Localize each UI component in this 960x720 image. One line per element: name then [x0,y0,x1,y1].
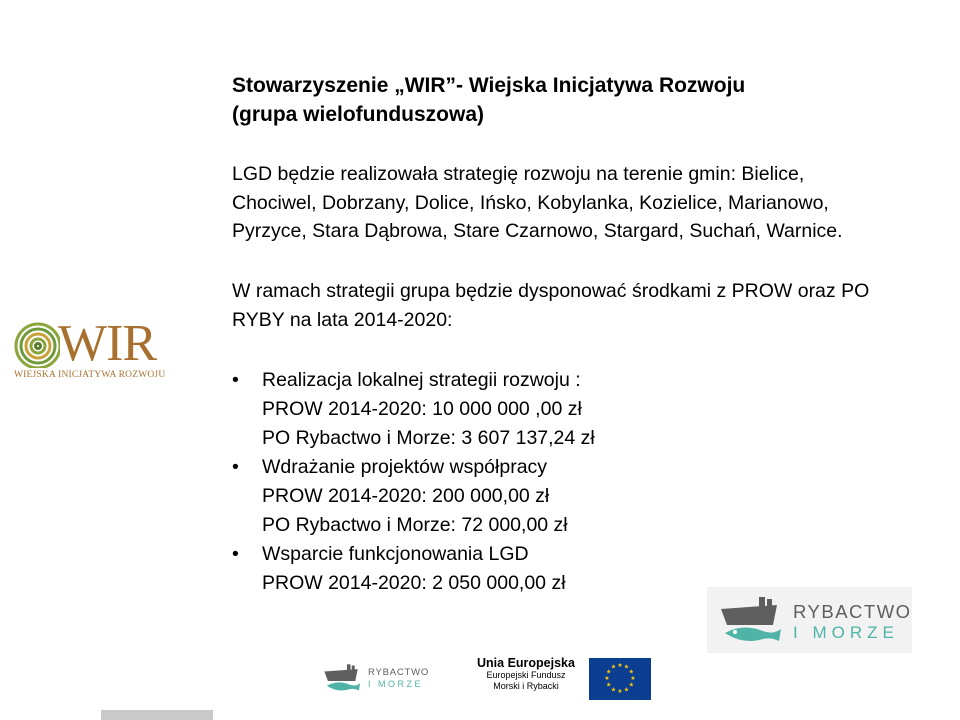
svg-text:★: ★ [630,675,636,682]
title-line-2: (grupa wielofunduszowa) [232,103,484,126]
svg-text:★: ★ [604,675,610,682]
rybactwo-small-title: RYBACTWO [368,667,430,678]
rybactwo-title: RYBACTWO [793,601,912,622]
bullet-heading: Wsparcie funkcjonowania LGD [262,543,529,565]
svg-text:★: ★ [617,662,623,669]
svg-text:★: ★ [606,681,612,689]
eu-fund-line-1: Europejski Fundusz [486,670,566,680]
intro-paragraph [232,160,942,246]
eu-flag-icon [589,658,651,700]
rybactwo-logo-small [322,660,442,696]
bullet-detail: PROW 2014-2020: 200 000,00 zł [262,485,550,507]
wir-spiral-icon [12,322,60,368]
title-line-1: Stowarzyszenie „WIR”- Wiejska Inicjatywa Rozwoju [232,74,746,97]
svg-text:★: ★ [617,688,623,695]
funding-line: W ramach strategii grupa będzie dysponować środkami z PROW oraz PO [232,280,870,302]
intro-line: LGD będzie realizowała strategię rozwoju na terenie gmin: Bielice, [232,163,805,185]
rybactwo-subtitle: I MORZE [793,623,899,642]
rybactwo-logo-large [707,587,912,653]
svg-text:★: ★ [623,663,630,671]
intro-line: Pyrzyce, Stara Dąbrowa, Stare Czarnowo, Stargard, Suchań, Warnice. [232,220,843,242]
bullet-detail: PROW 2014-2020: 10 000 000 ,00 zł [262,398,582,420]
footer-grey-bar [101,710,213,720]
funding-paragraph [232,277,942,334]
svg-text:★: ★ [610,686,617,694]
bullet-dot: • [232,543,239,565]
bullet-item [232,453,932,540]
slide-title [232,71,932,129]
fish-boat-icon [322,662,366,694]
svg-text:★: ★ [606,668,612,676]
bullet-heading: Realizacja lokalnej strategii rozwoju : [262,369,581,391]
bullet-detail: PROW 2014-2020: 2 050 000,00 zł [262,572,566,594]
svg-text:★: ★ [628,681,634,689]
svg-text:★: ★ [623,686,630,694]
bullet-detail: PO Rybactwo i Morze: 72 000,00 zł [262,514,568,536]
bullet-heading: Wdrażanie projektów współpracy [262,456,548,478]
eu-caption [470,656,582,692]
svg-text:★: ★ [610,663,617,671]
wir-logo [12,315,177,384]
wir-wordmark: WIR [58,315,157,372]
eu-heading: Unia Europejska [477,656,575,670]
intro-line: Chociwel, Dobrzany, Dolice, Ińsko, Kobylanka, Kozielice, Marianowo, [232,191,829,214]
fish-boat-icon [717,595,791,645]
svg-text:★: ★ [628,668,634,676]
wir-tagline: WIEJSKA INICJATYWA ROZWOJU [14,370,166,380]
bullet-detail: PO Rybactwo i Morze: 3 607 137,24 zł [262,427,595,449]
bullet-list [232,366,932,598]
rybactwo-small-subtitle: I MORZE [368,679,423,689]
bullet-item [232,366,932,453]
bullet-dot: • [232,369,239,391]
bullet-dot: • [232,456,239,478]
eu-fund-line-2: Morski i Rybacki [493,681,559,691]
funding-line: RYBY na lata 2014-2020: [232,308,453,331]
